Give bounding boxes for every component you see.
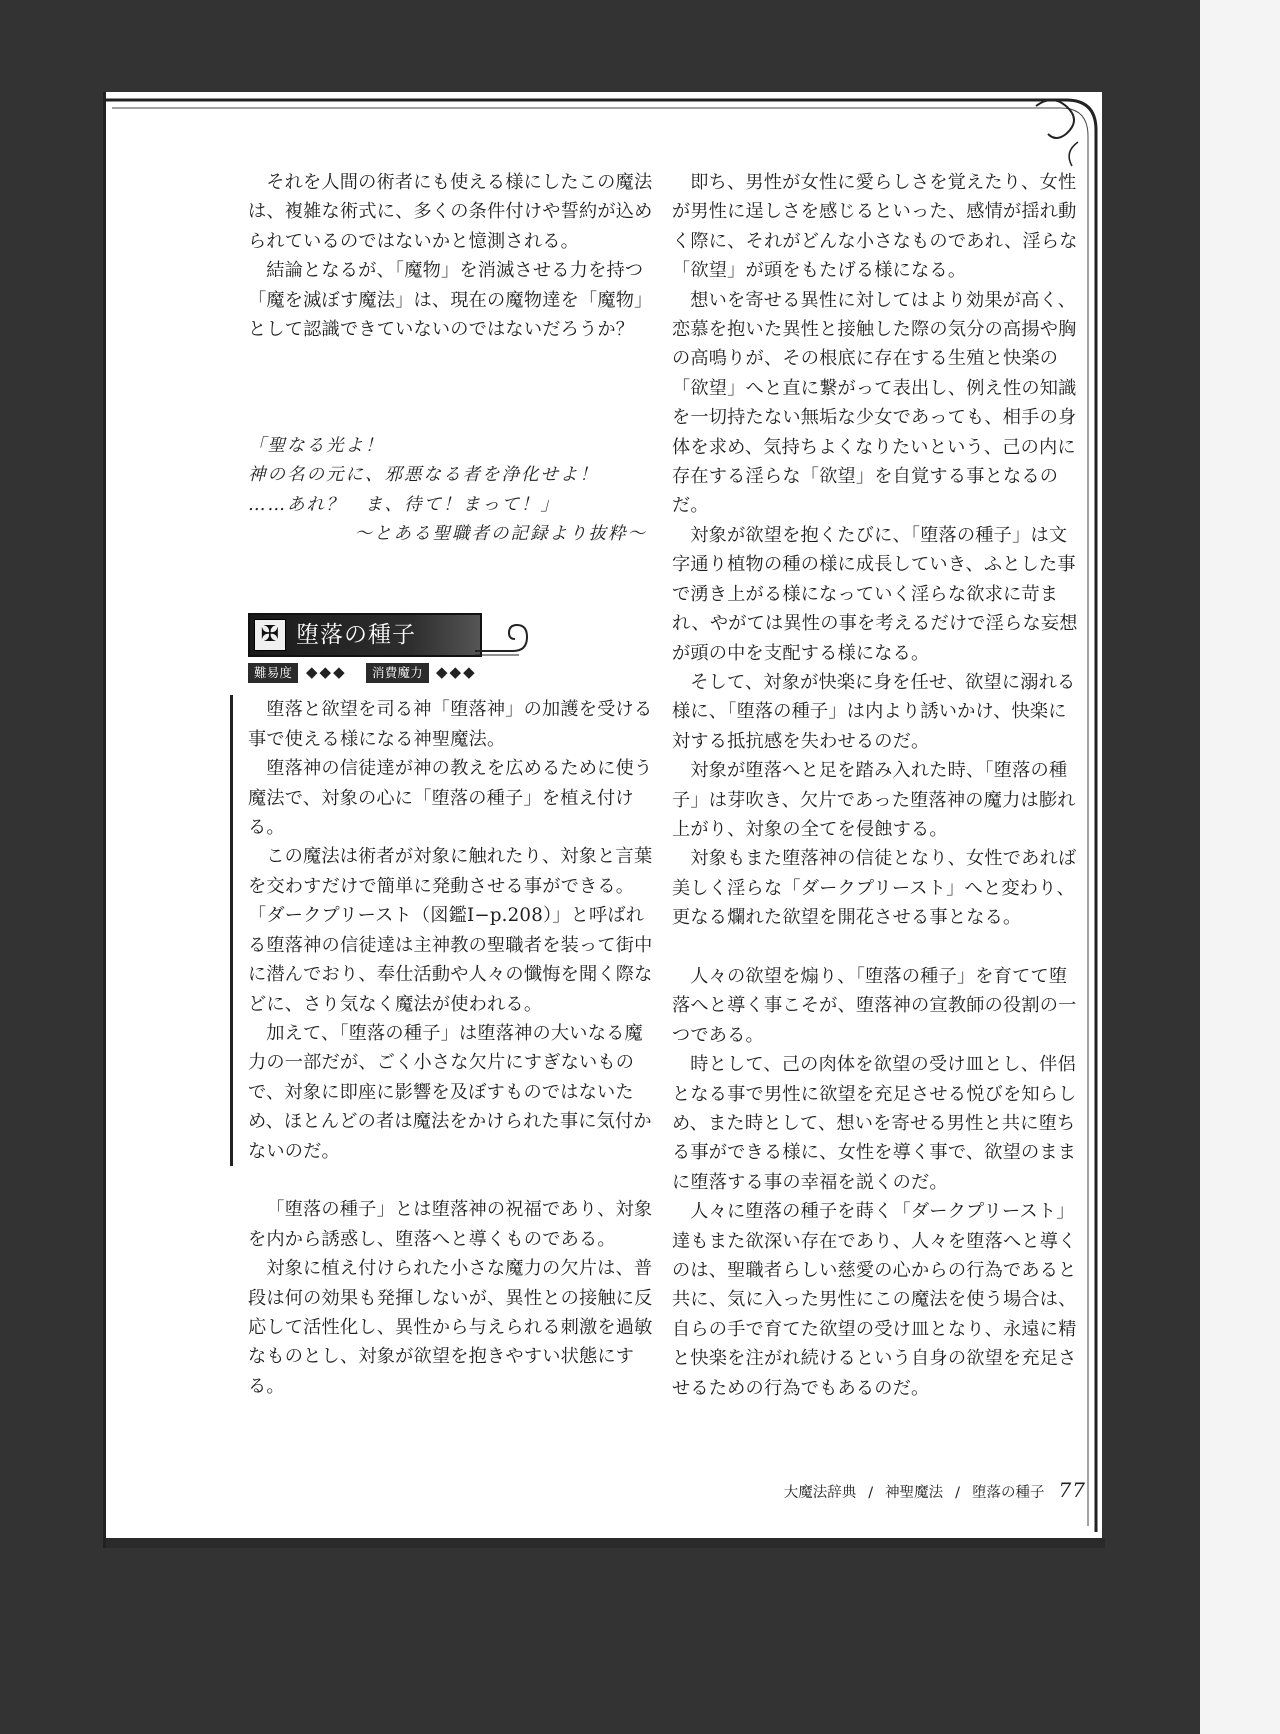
spell-title-banner [248, 613, 533, 661]
page-footer [746, 1478, 1086, 1508]
footer-spell-name: 堕落の種子 [972, 1485, 1045, 1501]
paragraph: そして、対象が快楽に身を任せ、欲望に溺れる様に、「堕落の種子」は内より誘いかけ、快楽に対する抵抗感を失わせるのだ。 [672, 671, 1076, 752]
paragraph: 人々に堕落の種子を蒔く「ダークプリースト」達もまた欲深い存在であり、人々を堕落へと導くのは、聖職者らしい慈愛の心からの行為であると共に、気に入った男性にこの魔法を使う場合は、自らの手で育てた欲望の受け皿となり、永遠に精と快楽を注がれ続けるという自身の欲望を充足させるための行為でもあるのだ。 [672, 1201, 1077, 1399]
spell-description [230, 695, 653, 1166]
quote-line: 「聖なる光よ！ [248, 435, 385, 456]
paragraph: それを人間の術者にも使える様にしたこの魔法は、複雑な術式に、多くの条件付けや誓約が込められているのではないかと憶測される。 [248, 172, 653, 252]
spell-meta-row [248, 661, 653, 685]
paragraph: 加えて、「堕落の種子」は堕落神の大いなる魔力の一部だが、ごく小さな欠片にすぎないもので、対象に即座に影響を及ぼすものではないため、ほとんどの者は魔法をかけられた事に気付かないのだ。 [248, 1022, 652, 1162]
left-column [248, 168, 653, 1401]
paragraph: 対象が欲望を抱くたびに、「堕落の種子」は文字通り植物の種の様に成長していき、ふとした事で湧き上がる様になっていく淫らな欲求に苛まれ、やがては異性の事を考えるだけで淫らな妄想が頭の中を支配する様になる。 [672, 524, 1078, 664]
footer-category: 神聖魔法 [885, 1485, 944, 1501]
paragraph: 「ダークプリースト（図鑑Ⅰ−p.208）」と呼ばれる堕落神の信徒達は主神教の聖職者を装って街中に潜んでおり、奉仕活動や人々の懺悔を聞く際などに、さり気なく魔法が使われる。 [248, 905, 653, 1015]
mana-cost-rating: ◆◆◆ [436, 663, 477, 682]
difficulty-label: 難易度 [248, 663, 298, 683]
spell-title: 堕落の種子 [296, 622, 416, 649]
paragraph: 対象もまた堕落神の信徒となり、女性であれば美しく淫らな「ダークプリースト」へと変わり、更なる爛れた欲望を開花させる事となる。 [672, 848, 1077, 929]
footer-separator: / [955, 1485, 961, 1501]
scanner-edge-strip [1200, 0, 1280, 1734]
cross-icon: ✠ [254, 619, 286, 651]
quote-source: 〜とある聖職者の記録より抜粋〜 [354, 524, 647, 545]
paragraph: 「堕落の種子」とは堕落神の祝福であり、対象を内から誘惑し、堕落へと導くものである。 [248, 1199, 653, 1250]
paragraph: 即ち、男性が女性に愛らしさを覚えたり、女性が男性に逞しさを感じるといった、感情が揺れ動く際に、それがどんな小さなものであれ、淫らな「欲望」が頭をもたげる様になる。 [672, 172, 1078, 282]
book-page [103, 92, 1102, 1548]
paragraph: 想いを寄せる異性に対してはより効果が高く、恋慕を抱いた異性と接触した際の気分の高揚や胸の高鳴りが、その根底に存在する生殖と快楽の「欲望」へと直に繋がって表出し、例え性の知識を一切持たない無垢な少女であっても、相手の身体を求め、気持ちよくなりたいという、己の内に存在する淫らな「欲望」を自覚する事となるのだ。 [672, 289, 1077, 517]
mana-cost-label: 消費魔力 [366, 663, 429, 683]
paragraph: 結論となるが、「魔物」を消滅させる力を持つ「魔を滅ぼす魔法」は、現在の魔物達を「魔物」として認識できていないのではないだろうか？ [248, 260, 653, 341]
footer-book-title: 大魔法辞典 [783, 1485, 857, 1501]
flourish-ornament-icon [473, 613, 533, 657]
quote-line: ……あれ？ ま、待て！まって！」 [248, 494, 560, 515]
spell-title-box [248, 613, 482, 657]
paragraph: 人々の欲望を煽り、「堕落の種子」を育てて堕落へと導く事こそが、堕落神の宣教師の役割の一つである。 [672, 965, 1077, 1046]
paragraph: 対象に植え付けられた小さな魔力の欠片は、普段は何の効果も発揮しないが、異性との接触に反応して活性化し、異性から与えられる刺激を過敏なものとし、対象が欲望を抱きやすい状態にする。 [248, 1258, 653, 1397]
footer-separator: / [868, 1485, 874, 1501]
paragraph: 堕落神の信徒達が神の教えを広めるために使う魔法で、対象の心に「堕落の種子」を植え付ける。 [248, 758, 653, 839]
paragraph: 対象が堕落へと足を踏み入れた時、「堕落の種子」は芽吹き、欠片であった堕落神の魔力は膨れ上がり、対象の全てを侵蝕する。 [672, 760, 1076, 840]
quote-line: 神の名の元に、邪悪なる者を浄化せよ！ [248, 465, 599, 486]
page-number: 77 [1058, 1478, 1086, 1502]
paragraph: この魔法は術者が対象に触れたり、対象と言葉を交わすだけで簡単に発動させる事ができる。 [248, 846, 653, 897]
right-column [672, 168, 1082, 1403]
paragraph: 時として、己の肉体を欲望の受け皿とし、伴侶となる事で男性に欲望を充足させる悦びを知らしめ、また時として、想いを寄せる男性と共に堕ちる事ができる様に、女性を導く事で、欲望のままに堕落する事の幸福を説くのだ。 [672, 1054, 1077, 1193]
paragraph: 堕落と欲望を司る神「堕落神」の加護を受ける事で使える様になる神聖魔法。 [248, 699, 653, 750]
difficulty-rating: ◆◆◆ [306, 663, 347, 682]
